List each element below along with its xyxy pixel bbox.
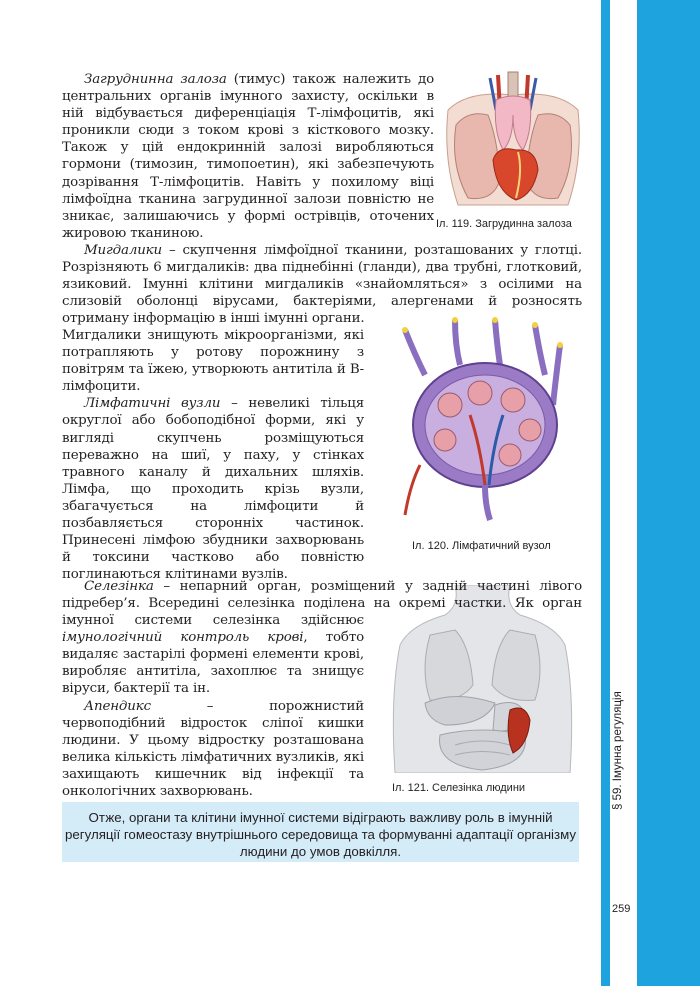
figure-caption: Іл. 121. Селезінка людини	[392, 782, 526, 794]
thymus-illustration	[438, 70, 588, 210]
thymus-paragraph: Загруднинна залоза (тимус) також належить до центральних органів імунного захисту, оскільки в ній відбувається диференціація Т-лімфоцитів, які проникли сюди з током крові з кісткового мозку. Також у цій ендокринній залозі виробляються гормони (тимозин, тимопоетин), які забезпечують дозрівання Т-лімфоцитів. Навіть у похилому віці лімфоїдна тканина загрудинної залози повністю не зникає, залишаючись у формі острівців, оточених жировою тканиною.	[62, 72, 434, 241]
tonsils-paragraph: Мигдалики – скупчення лімфоїдної тканини, розташованих у глотці. Розрізняють 6 мигдаликів: два піднебінні (гланди), два трубні, глотковий, язиковий. Імунні клітини мигдаликів «знайомляться» з осілими на слизовій оболонці вірусами, бактеріями, алергенами й розносять отриману інформацію в інші імунні органи.	[62, 243, 582, 327]
sidebar-band	[637, 0, 700, 986]
term-appendix: Апендикс	[84, 699, 151, 714]
lymph-node-illustration	[385, 315, 585, 527]
term-tonsils: Мигдалики	[84, 243, 162, 258]
term-spleen: Селезінка	[84, 579, 154, 594]
term-thymus: Загруднинна залоза	[84, 72, 227, 87]
appendix-paragraph: Апендикс – порожнистий червоподібний відросток сліпої кишки людини. У цьому відростку розташована велика кількість лімфатичних вузликів, які захищають кишечник від інфекції та онкологічних захворювань.	[62, 699, 364, 800]
spleen-illustration	[385, 585, 580, 773]
figure-caption: Іл. 119. Загрудинна залоза	[436, 218, 572, 230]
summary-box: Отже, органи та клітини імунної системи відіграють важливу роль в імунній регуляції гомеостазу внутрішнього середовища та формуванні адаптації організму людини до умов довкілля.	[62, 802, 579, 862]
sidebar-stripe	[601, 0, 610, 986]
section-label: § 59. Імунна регуляція	[612, 691, 624, 810]
tonsils-paragraph-cont: Мигдалики знищують мікроорганізми, які потрапляють у ротову порожнину з повітрям та їжею, утворюють антитіла й В-лімфоцити. Лімфатичні вузли – невеликі тільця округлої або бобоподібної форми, які у вигляді скупчень розміщуються переважно на шиї, у паху, у стінках травного каналу й дихальних шляхів. Лімфа, що проходить крізь вузли, збагачується на лімфоцити й позбавляється сторонніх частинок. Принесені лімфою збудники захворювань й токсини частково або повністю поглинаються клітинами вузлів.	[62, 328, 364, 583]
page-number: 259	[612, 903, 631, 915]
spleen-paragraph-top: Селезінка – непарний орган, розміщений у задній частині лівого підребер’я. Всередині селезінка поділена на окремі частки. Як орган	[62, 579, 582, 612]
spleen-paragraph-cont: імунної системи селезінка здійснює імунологічний контроль крові, тобто видаляє застарілі формені елементи крові, виробляє антитіла, захоплює та знищує віруси, бактерії та ін.	[62, 613, 364, 697]
figure-caption: Іл. 120. Лімфатичний вузол	[412, 540, 551, 552]
term-lymph-nodes: Лімфатичні вузли	[84, 396, 221, 412]
term-immune-control: імунологічний контроль крові	[62, 630, 304, 646]
sidebar-gap	[614, 0, 637, 986]
